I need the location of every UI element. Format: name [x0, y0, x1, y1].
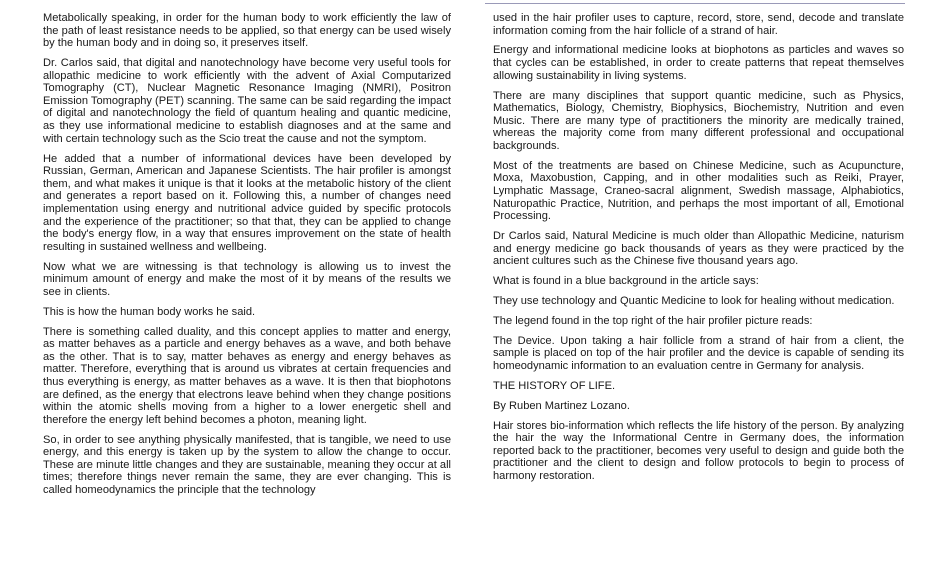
paragraph: He added that a number of informational devices have been developed by Russian, German, American and Japanese Scientists. The hair profiler is amongst them, and what makes it unique is that it looks at the metabolic history of the client and generates a report based on it. Following this, a number of changes need implementation using energy and nutritional advice guided by specific protocols and the experience of the practitioner; so that that, they can be applied to change the body's energy flow, in a way that ensures improvement on the state of health resulting in sustained wellness and wellbeing.: [43, 152, 451, 253]
paragraph: Hair stores bio-information which reflects the life history of the person. By analyzing the hair the way the Informational Centre in Germany does, the information reported back to the practitioner, becomes very useful to design and guide both the practitioner and the client to design and follow protocols to begin to process of harmony restoration.: [493, 419, 904, 483]
section-heading: THE HISTORY OF LIFE.: [493, 379, 616, 392]
top-divider-line: [485, 3, 905, 4]
paragraph: Most of the treatments are based on Chinese Medicine, such as Acupuncture, Moxa, Maxobustion, Capping, and in other modalities such as Reiki, Prayer, Lymphatic Massage, Craneo-sacral alignment, Swedish massage, Alphabiotics, Naturopathic Practice, Nutrition, and perhaps the most important of all, Emotional Processing.: [493, 159, 904, 223]
paragraph: Dr. Carlos said, that digital and nanotechnology have become very useful tools for allopathic medicine to work efficiently with the advent of Axial Computarized Tomography (CT), Nuclear Magnetic Resonance Imaging (NMRI), Positron Emission Tomography (PET) scanning. The same can be said regarding the impact of digital and nanotechnology the field of quantum healing and quantic medicine, as they use informational medicine to establish diagnoses and at the same and with certain technology such as the Scio treat the cause and not the symptom.: [43, 57, 451, 145]
byline: By Ruben Martinez Lozano.: [493, 399, 630, 412]
paragraph: Dr Carlos said, Natural Medicine is much older than Allopathic Medicine, naturism and energy medicine go back thousands of years as they were practiced by the ancient cultures such as the Chinese five thousand years ago.: [493, 230, 904, 268]
paragraph: There are many disciplines that support quantic medicine, such as Physics, Mathematics, Biology, Chemistry, Biophysics, Biochemistry, Nutrition and even Music. There are many type of practitioners the minority are medically trained, whereas the majority come from many different professional and occupational backgrounds.: [493, 89, 904, 152]
paragraph: The legend found in the top right of the hair profiler picture reads:: [493, 314, 813, 327]
paragraph: Energy and informational medicine looks at biophotons as particles and waves so that cycles can be established, in order to create patterns that repeat themselves allowing sustainability in living systems.: [493, 44, 904, 82]
paragraph: Metabolically speaking, in order for the human body to work efficiently the law of the path of least resistance needs to be applied, so that energy can be used wisely by the human body and in doing so, it preserves itself.: [43, 12, 451, 50]
paragraph: What is found in a blue background in the article says:: [493, 275, 759, 288]
right-text-column: [493, 12, 904, 490]
paragraph: used in the hair profiler uses to capture, record, store, send, decode and translate information coming from the hair follicle of a strand of hair.: [493, 12, 904, 37]
paragraph: The Device. Upon taking a hair follicle from a strand of hair from a client, the sample is placed on top of the hair profiler and the device is capable of sending its homeodynamic information to an evaluation centre in Germany for analysis.: [493, 334, 904, 373]
paragraph: They use technology and Quantic Medicine to look for healing without medication.: [493, 295, 895, 308]
paragraph: Now what we are witnessing is that technology is allowing us to invest the minimum amount of energy and make the most of it by means of the results we see in clients.: [43, 260, 451, 298]
paragraph: This is how the human body works he said.: [43, 305, 256, 318]
left-text-column: [43, 12, 451, 504]
paragraph: So, in order to see anything physically manifested, that is tangible, we need to use energy, and this energy is taken up by the system to allow the change to occur. These are minute little changes and they are sustainable, meaning they occur at all times; therefore things never remain the same, they are ever changing. This is called homeodynamics the principle that the technology: [43, 433, 451, 496]
paragraph: There is something called duality, and this concept applies to matter and energy, as matter behaves as a particle and energy behaves as a wave, and both behave as the other. That is to say, matter behaves as energy and energy behaves as matter. Therefore, everything that is around us vibrates at certain frequencies and thus everything is energy, as matter behaves as a wave. It is then that biophotons are defined, as the energy that electrons leave behind when they change positions within the atomic shells moving from a higher to a lower energetic shell and therefore the energy left behind becomes a photon, meaning light.: [43, 325, 451, 426]
